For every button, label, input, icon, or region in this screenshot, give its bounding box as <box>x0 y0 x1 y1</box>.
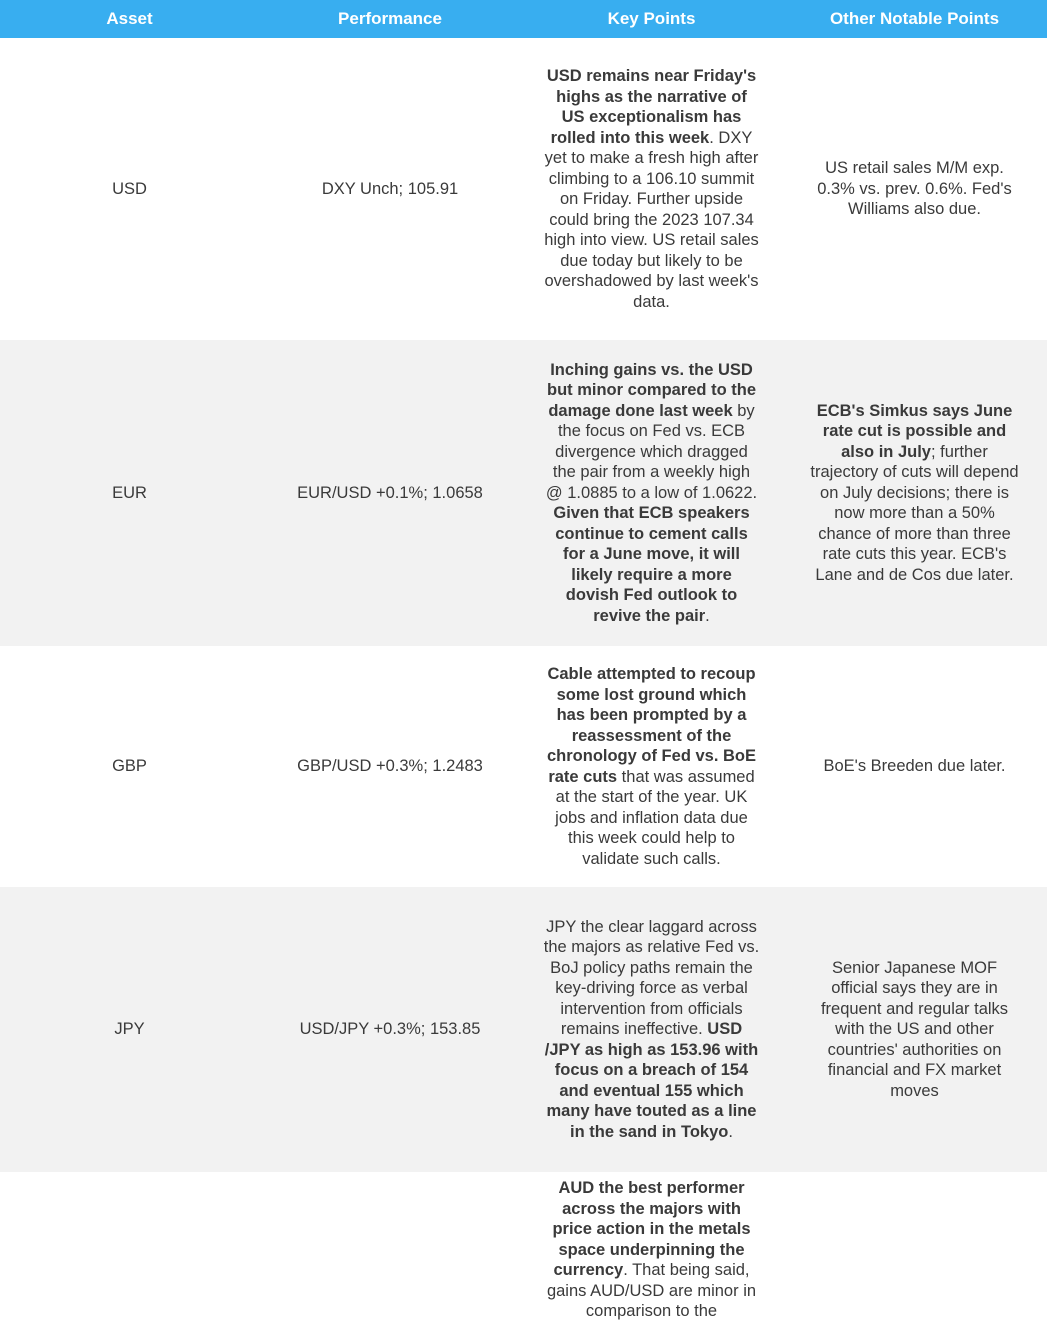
text-segment: Senior Japanese MOF official says they are in frequent and regular talks with the US and other countries' authorities on financial and FX market moves <box>820 958 1009 1100</box>
table-row <box>0 1172 1047 1344</box>
other-notable-points-cell <box>782 1172 1047 1344</box>
table-row <box>0 646 1047 887</box>
bold-text-segment: USD /JPY as high as 153.96 with focus on a breach of 154 and eventual 155 which many have touted as a line in the sand in Tokyo <box>544 1020 759 1141</box>
asset-cell <box>0 1172 259 1344</box>
key-points-cell <box>521 340 782 646</box>
performance-cell: DXY Unch; 105.91 <box>259 38 521 340</box>
key-points-cell <box>521 887 782 1172</box>
key-points-cell <box>521 38 782 340</box>
key-points-cell <box>521 1172 782 1344</box>
asset-cell: USD <box>0 38 259 340</box>
text-segment: . That being said, gains AUD/USD are minor in comparison to the <box>546 1261 757 1320</box>
other-notable-points-cell <box>782 887 1047 1172</box>
table-row <box>0 340 1047 646</box>
table-row <box>0 887 1047 1172</box>
text-segment: that was assumed at the start of the year. UK jobs and inflation data due this week could help to validate such calls. <box>555 767 755 868</box>
table-header <box>0 0 1047 38</box>
performance-cell: USD/JPY +0.3%; 153.85 <box>259 887 521 1172</box>
text-segment: JPY the clear laggard across the majors as relative Fed vs. BoJ policy paths remain the key-driving force as verbal intervention from officials remains ineffective. <box>543 917 760 1039</box>
text-segment: BoE's Breeden due later. <box>823 757 1006 776</box>
text-segment: . <box>705 606 710 625</box>
key-points-cell <box>521 646 782 887</box>
table-row <box>0 38 1047 340</box>
text-segment: by the focus on Fed vs. ECB divergence which dragged the pair from a weekly high @ 1.0885 to a low of 1.0622. <box>545 401 758 502</box>
asset-cell: EUR <box>0 340 259 646</box>
performance-cell: GBP/USD +0.3%; 1.2483 <box>259 646 521 887</box>
text-segment: . <box>728 1122 733 1141</box>
asset-cell: JPY <box>0 887 259 1172</box>
header-performance: Performance <box>259 0 521 38</box>
bold-text-segment: Cable attempted to recoup some lost ground which has been prompted by a reassessment of the chronology of Fed vs. BoE rate cuts <box>546 665 756 786</box>
table-body <box>0 38 1047 1344</box>
header-row <box>0 0 1047 38</box>
other-notable-points-cell <box>782 38 1047 340</box>
text-segment: US retail sales M/M exp. 0.3% vs. prev. 0.6%. Fed's Williams also due. <box>817 159 1012 219</box>
header-key-points: Key Points <box>521 0 782 38</box>
other-notable-points-cell <box>782 340 1047 646</box>
performance-cell <box>259 1172 521 1344</box>
bold-text-segment: Inching gains vs. the USD but minor compared to the damage done last week <box>546 360 756 420</box>
bold-text-segment: AUD the best performer across the majors with price action in the metals space underpinning the currency <box>552 1179 751 1279</box>
bold-text-segment: ECB's Simkus says June rate cut is possible and also in July <box>816 401 1013 461</box>
performance-cell: EUR/USD +0.1%; 1.0658 <box>259 340 521 646</box>
text-segment: ; further trajectory of cuts will depend on July decisions; there is now more than a 50% chance of more than three rate cuts this year. ECB's Lane and de Cos due later. <box>810 442 1019 584</box>
bold-text-segment: Given that ECB speakers continue to cement calls for a June move, it will likely require a more dovish Fed outlook to revive the pair <box>553 504 750 625</box>
bold-text-segment: USD remains near Friday's highs as the narrative of US exceptionalism has rolled into this week <box>546 67 757 147</box>
other-notable-points-cell <box>782 646 1047 887</box>
asset-cell: GBP <box>0 646 259 887</box>
text-segment: . DXY yet to make a fresh high after climbing to a 106.10 summit on Friday. Further upside could bring the 2023 107.34 high into view. US retail sales due today but likely to be overshadowed by last week's data. <box>544 128 759 311</box>
header-other-notable-points: Other Notable Points <box>782 0 1047 38</box>
header-asset: Asset <box>0 0 259 38</box>
